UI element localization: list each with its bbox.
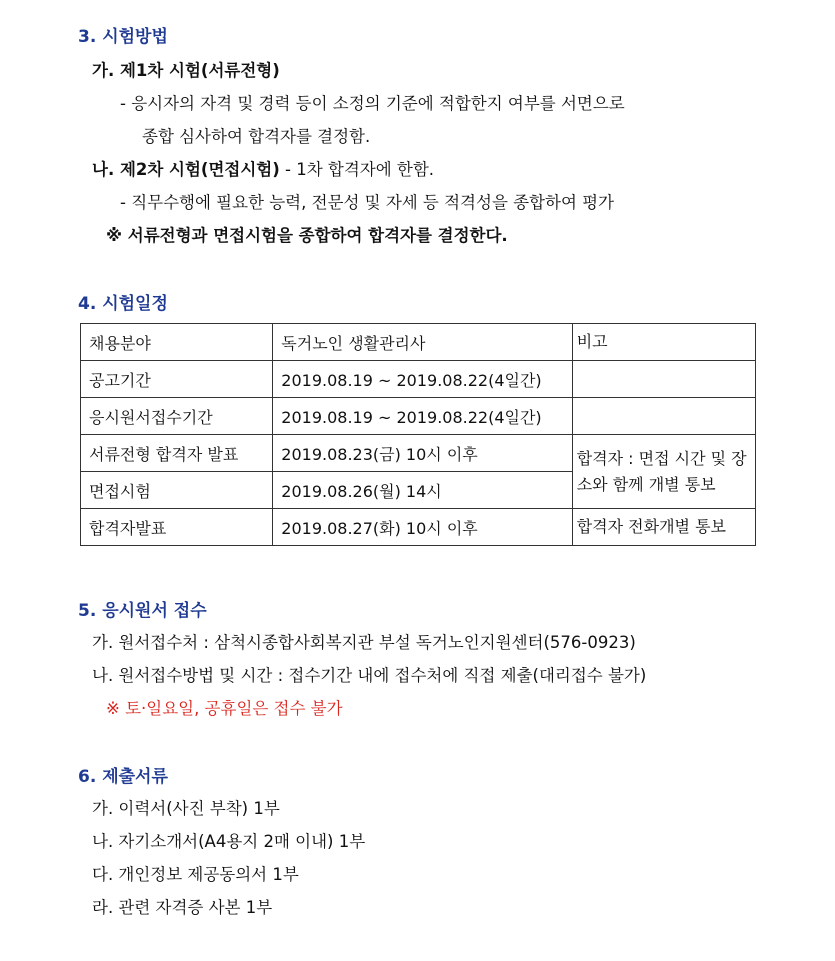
list-item: 라. 관련 자격증 사본 1부: [92, 898, 273, 917]
list-item: 나. 자기소개서(A4용지 2매 이내) 1부: [92, 832, 366, 851]
header-cell: 채용분야: [81, 324, 273, 361]
exam-stage-2-desc: - 직무수행에 필요한 능력, 전문성 및 자세 등 적격성을 종합하여 평가: [120, 193, 615, 212]
row-note: [572, 361, 755, 398]
section-4-title: 4. 시험일정: [78, 294, 168, 314]
row-label: 서류전형 합격자 발표: [81, 435, 273, 472]
exam-stage-1-desc-cont: 종합 심사하여 합격자를 결정함.: [142, 127, 371, 146]
application-location: 가. 원서접수처 : 삼척시종합사회복지관 부설 독거노인지원센터(576-0923): [92, 633, 636, 652]
section-3-title: 3. 시험방법: [78, 27, 168, 47]
exam-stage-2: [92, 156, 434, 180]
exam-stage-2-label: 나. 제2차 시험(면접시험): [92, 160, 280, 179]
row-note: 합격자 : 면접 시간 및 장소와 함께 개별 통보: [572, 435, 755, 509]
application-warning: ※ 토·일요일, 공휴일은 접수 불가: [106, 699, 343, 718]
table-row: [81, 361, 756, 398]
table-row: [81, 398, 756, 435]
table-row: [81, 435, 756, 472]
row-label: 공고기간: [81, 361, 273, 398]
exam-stage-1-desc: - 응시자의 자격 및 경력 등이 소정의 기준에 적합한지 여부를 서면으로: [120, 94, 625, 113]
exam-stage-2-condition: - 1차 합격자에 한함.: [279, 160, 435, 179]
row-value: 2019.08.23(금) 10시 이후: [273, 435, 572, 472]
row-value: 2019.08.26(월) 14시: [273, 472, 572, 509]
exam-stage-1: 가. 제1차 시험(서류전형): [92, 61, 280, 80]
row-value: 2019.08.27(화) 10시 이후: [273, 509, 572, 546]
table-header-row: [81, 324, 756, 361]
section-6-title: 6. 제출서류: [78, 767, 168, 787]
application-method: 나. 원서접수방법 및 시간 : 접수기간 내에 접수처에 직접 제출(대리접수 불가): [92, 666, 647, 685]
list-item: 다. 개인정보 제공동의서 1부: [92, 865, 299, 884]
row-note: [572, 398, 755, 435]
row-value: 2019.08.19 ~ 2019.08.22(4일간): [273, 398, 572, 435]
table-row: [81, 509, 756, 546]
row-value: 2019.08.19 ~ 2019.08.22(4일간): [273, 361, 572, 398]
header-cell: 비고: [572, 324, 755, 361]
row-note: 합격자 전화개별 통보: [572, 509, 755, 546]
row-label: 응시원서접수기간: [81, 398, 273, 435]
schedule-table: [80, 323, 756, 546]
row-label: 합격자발표: [81, 509, 273, 546]
header-cell: 독거노인 생활관리사: [273, 324, 572, 361]
exam-note: ※ 서류전형과 면접시험을 종합하여 합격자를 결정한다.: [106, 226, 508, 245]
row-label: 면접시험: [81, 472, 273, 509]
section-5-title: 5. 응시원서 접수: [78, 601, 207, 621]
list-item: 가. 이력서(사진 부착) 1부: [92, 799, 280, 818]
